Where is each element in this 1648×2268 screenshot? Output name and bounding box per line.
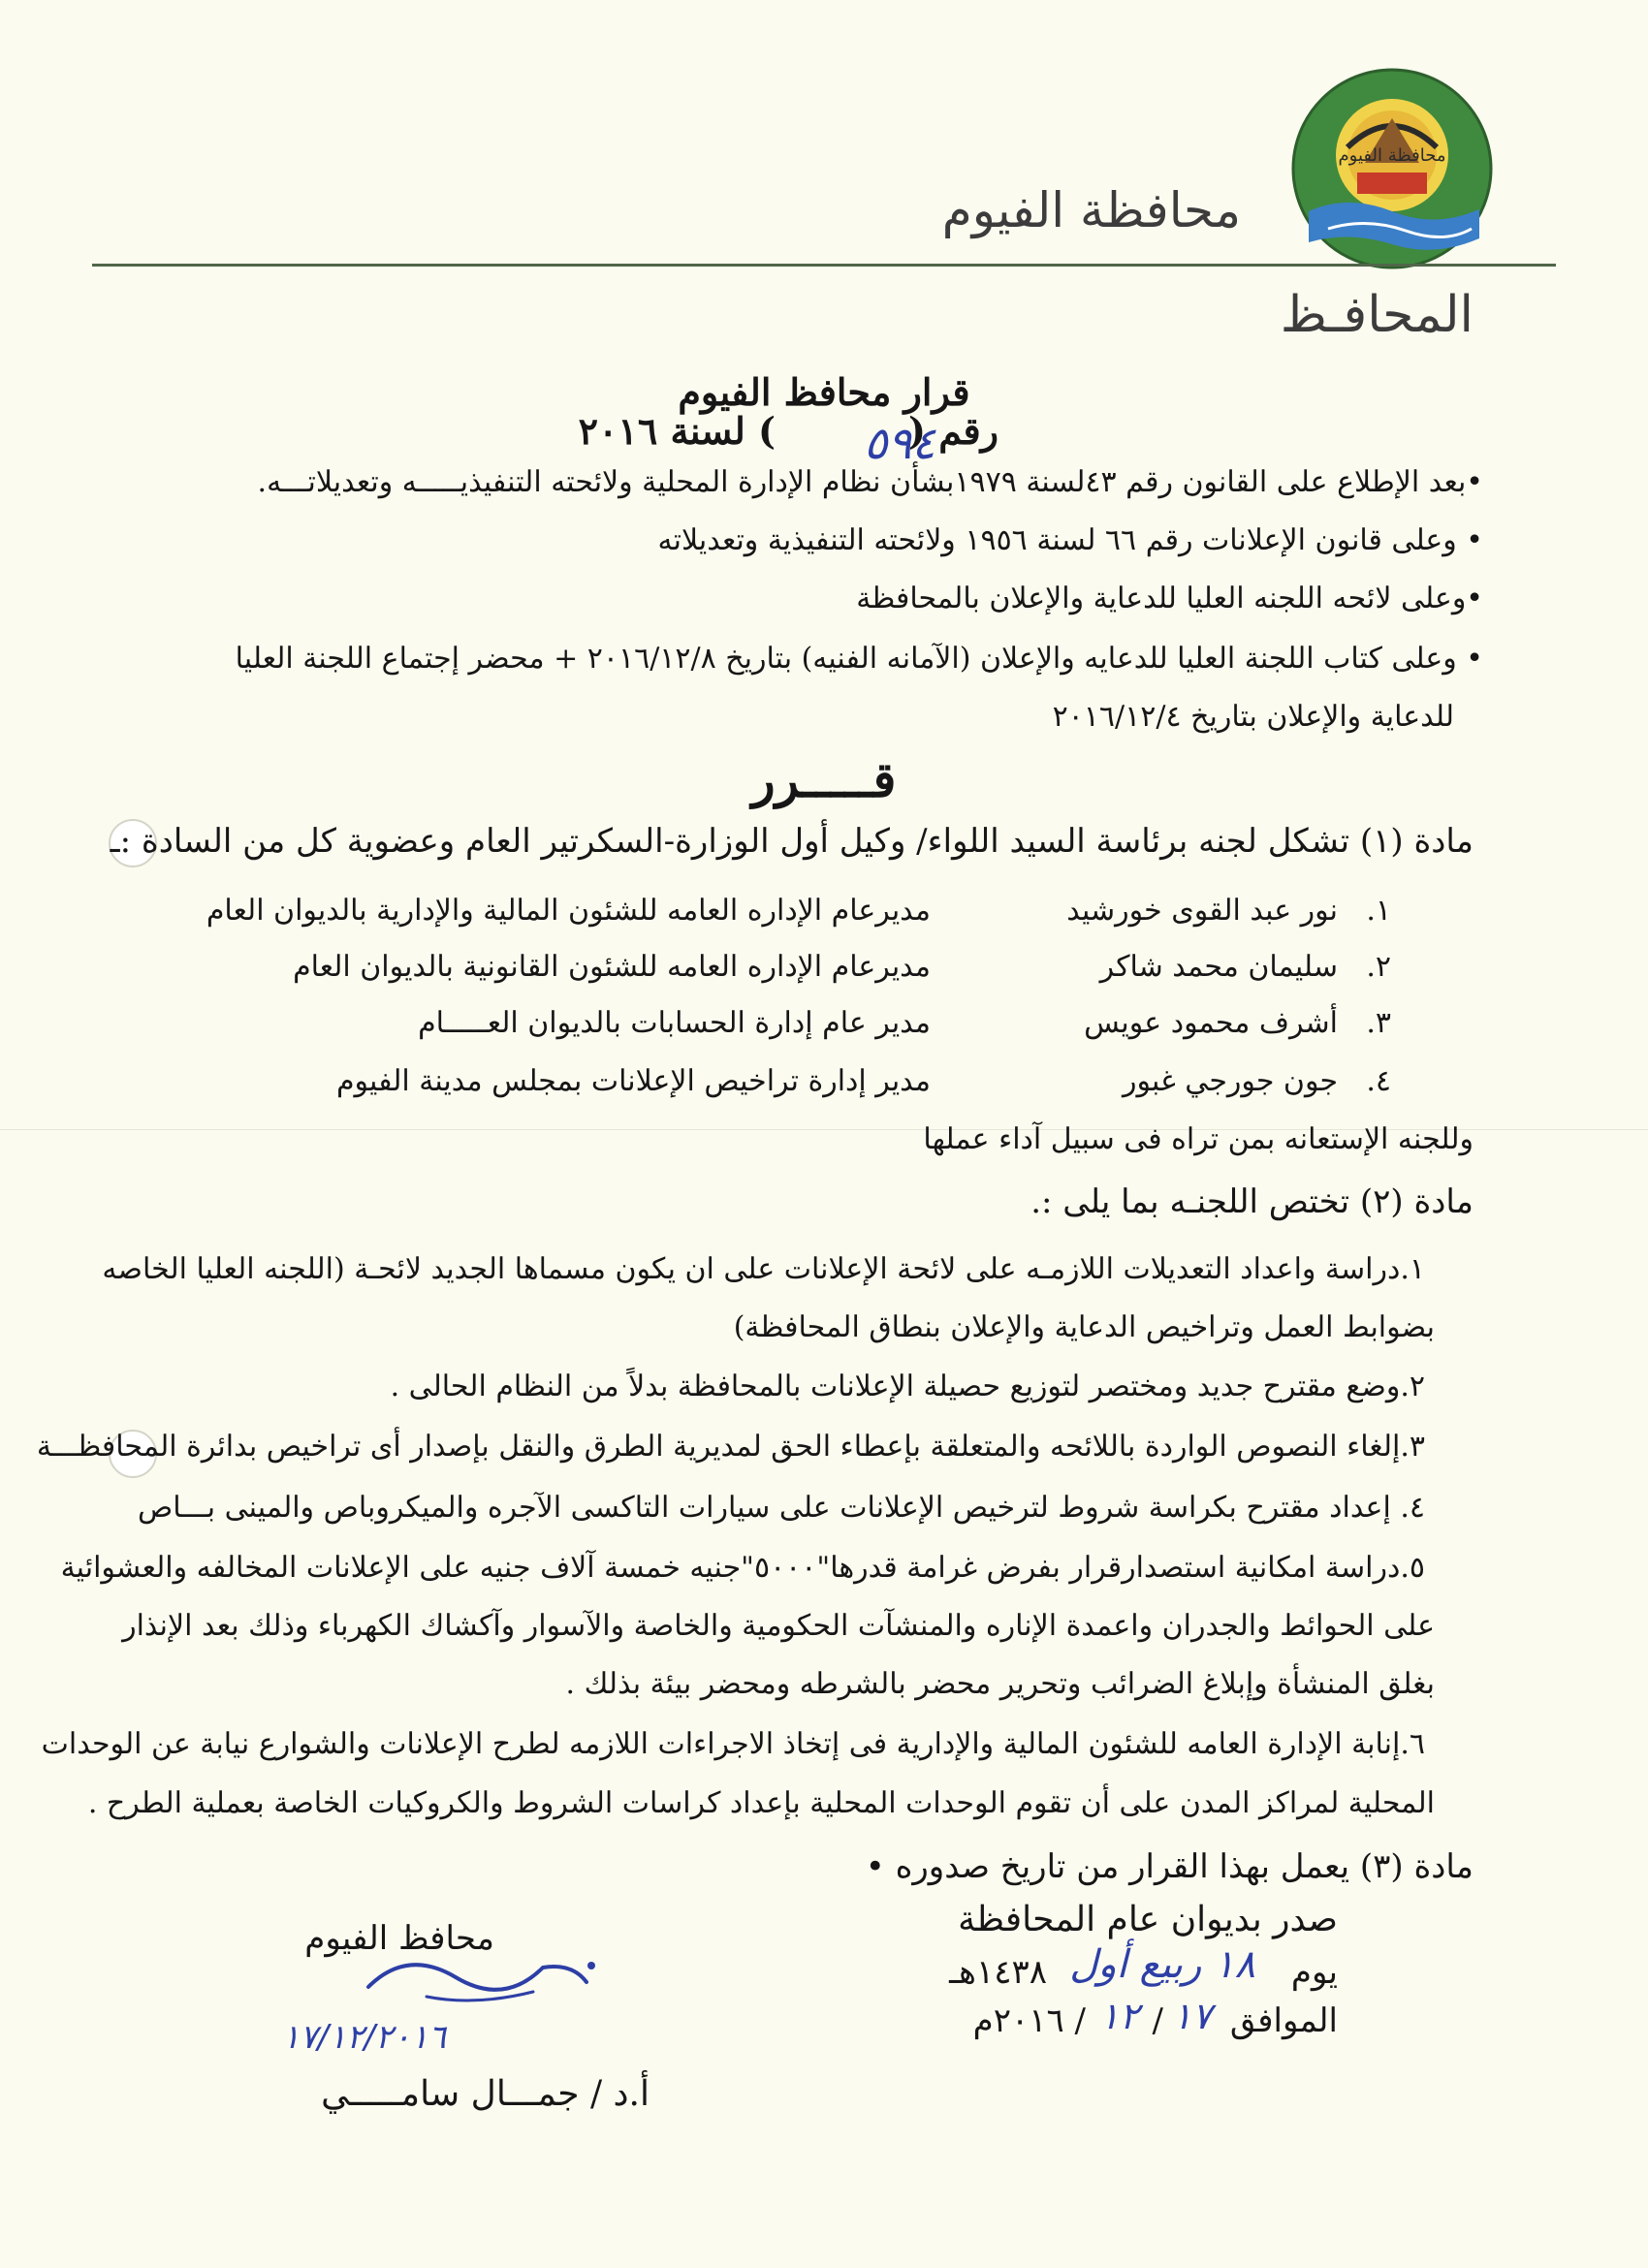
header-rule (92, 264, 1556, 267)
decree-year: ) لسنة ٢٠١٦ (578, 409, 776, 453)
issuance-line: صدر بديوان عام المحافظة (958, 1900, 1338, 1939)
article-2-item: ٣.إلغاء النصوص الواردة باللائحه والمتعلقة بإعطاء الحق لمديرية الطرق والنقل بإصدار أى تراخيص بدائرة المحافظـــة (36, 1430, 1425, 1464)
preamble-line: للدعاية والإعلان بتاريخ ٢٠١٦/١٢/٤ (1052, 700, 1454, 734)
greg-month: ١٢ (1099, 1995, 1139, 2037)
member-role: مديرعام الإداره العامه للشئون المالية والإدارية بالديوان العام (206, 894, 931, 928)
member-name: جون جورجي غبور (1123, 1064, 1338, 1098)
member-role: مدير إدارة تراخيص الإعلانات بمجلس مدينة الفيوم (335, 1064, 931, 1098)
signature-scribble-icon (349, 1938, 601, 2016)
member-index: ٣. (1366, 1006, 1391, 1040)
hijri-handwritten: ١٨ ربيع أول (1069, 1942, 1255, 1987)
article-2-item: ١.دراسة واعداد التعديلات اللازمـه على لائحة الإعلانات على ان يكون مسماها الجديد لائحـة (اللجنه العليا الخاصه (102, 1252, 1425, 1286)
article-3-heading: مادة (٣) يعمل بهذا القرار من تاريخ صدوره • (865, 1847, 1474, 1886)
signature-handwritten-date: ١٧/١٢/٢٠١٦ (281, 2018, 446, 2057)
preamble-line: •وعلى لائحه اللجنه العليا للدعاية والإعلان بالمحافظة (856, 582, 1483, 615)
logo-text: محافظة الفيوم (1338, 145, 1446, 166)
signatory-name: أ.د / جمـــال سامـــــي (321, 2074, 650, 2114)
governorate-name: محافظة الفيوم (941, 182, 1241, 238)
hijri-label: يوم (1290, 1953, 1338, 1992)
signature-title: محافظ الفيوم (304, 1919, 494, 1958)
decree-number-label: رقم ( (907, 409, 998, 453)
greg-label: الموافق (1229, 2001, 1338, 2040)
article-2-item: على الحوائط والجدران واعمدة الإناره والمنشآت الحكومية والخاصة والآسوار وآكشاك الكهرباء وذلك بعد الإنذار (122, 1609, 1435, 1643)
member-role: مدير عام إدارة الحسابات بالديوان العـــــام (418, 1006, 931, 1040)
preamble-line: • وعلى كتاب اللجنة العليا للدعايه والإعلان (الآمانه الفنيه) بتاريخ ٢٠١٦/١٢/٨ + محضر إجتماع اللجنة العليا (235, 642, 1483, 676)
article-2-item: ٥.دراسة امكانية استصدارقرار بفرض غرامة قدرها"٥٠٠٠"جنيه خمسة آلاف جنيه على الإعلانات المخالفه والعشوائية (60, 1551, 1425, 1585)
member-role: مديرعام الإداره العامه للشئون القانونية بالديوان العام (293, 950, 931, 984)
article-2-item: بغلق المنشأة وإبلاغ الضرائب وتحرير محضر بالشرطه ومحضر بيئة بذلك . (565, 1667, 1435, 1701)
greg-separator: / (1152, 2001, 1163, 2040)
greg-year: / ٢٠١٦م (972, 2001, 1086, 2040)
governorate-logo-icon (1289, 66, 1495, 271)
preamble-line: • وعلى قانون الإعلانات رقم ٦٦ لسنة ١٩٥٦ ولائحته التنفيذية وتعديلاته (657, 523, 1483, 557)
article-2-item: ٤. إعداد مقترح بكراسة شروط لترخيص الإعلانات على سيارات التاكسى الآجره والميكروباص والمينى بـــاص (137, 1491, 1425, 1525)
member-index: ٢. (1366, 950, 1391, 984)
hijri-year: ١٤٣٨هـ (949, 1953, 1047, 1992)
governor-office-title: المحافـظ (1280, 286, 1474, 344)
member-index: ٤. (1366, 1064, 1391, 1098)
article-2-item: ٦.إنابة الإدارة العامه للشئون المالية والإدارية فى إتخاذ الاجراءات اللازمه لطرح الإعلانات والشوارع نيابة عن الوحدات (41, 1727, 1425, 1761)
article-1-heading: مادة (١) تشكل لجنه برئاسة السيد اللواء/ وكيل أول الوزارة-السكرتير العام وعضوية كل من السادة :ـ (110, 822, 1474, 861)
member-name: سليمان محمد شاكر (1099, 950, 1338, 984)
greg-day: ١٧ (1172, 1995, 1212, 2037)
preamble-line: •بعد الإطلاع على القانون رقم ٤٣لسنة ١٩٧٩بشأن نظام الإدارة المحلية ولائحته التنفيذيـــــه وتعديلاتـــه. (257, 465, 1483, 499)
article-2-item: المحلية لمراكز المدن على أن تقوم الوحدات المحلية بإعداد كراسات الشروط والكروكيات الخاصة بعملية الطرح . (87, 1786, 1435, 1820)
member-name: نور عبد القوى خورشيد (1066, 894, 1338, 928)
decision-heading: قـــــرر (751, 751, 897, 808)
decree-title: قرار محافظ الفيوم (678, 370, 970, 414)
article-2-item: ٢.وضع مقترح جديد ومختصر لتوزيع حصيلة الإعلانات بالمحافظة بدلاً من النظام الحالى . (390, 1370, 1425, 1403)
decree-number-value: ٥٩٤ (863, 417, 935, 469)
member-name: أشرف محمود عويس (1084, 1006, 1338, 1040)
article-2-item: بضوابط العمل وتراخيص الدعاية والإعلان بنطاق المحافظة) (733, 1310, 1435, 1344)
article-1-note: وللجنه الإستعانه بمن تراه فى سبيل آداء عملها (923, 1122, 1474, 1156)
article-2-heading: مادة (٢) تختص اللجنـه بما يلى :. (1030, 1182, 1474, 1221)
member-index: ١. (1366, 894, 1391, 928)
